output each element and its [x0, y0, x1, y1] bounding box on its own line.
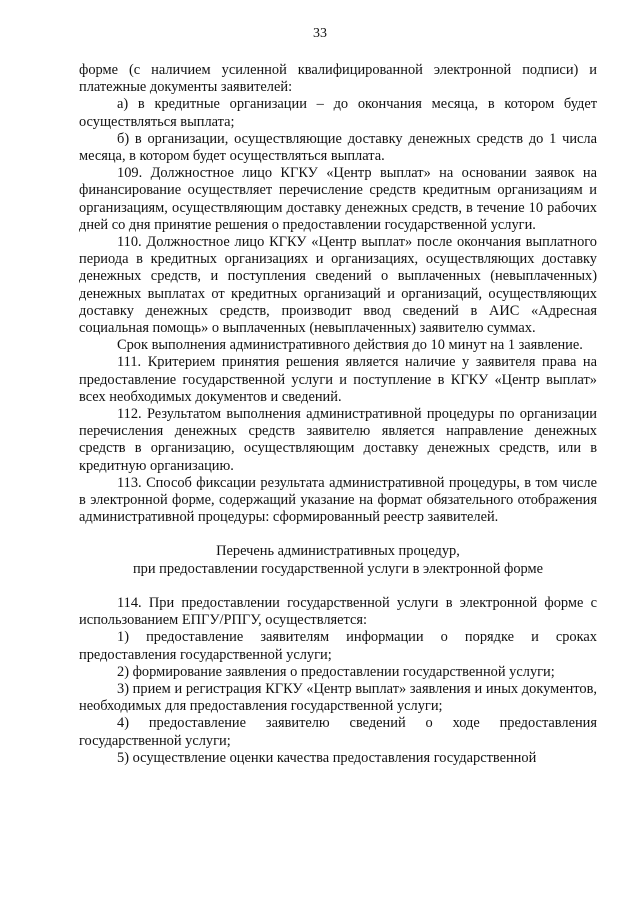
paragraph-111: 111. Критерием принятия решения является наличие у заявителя права на предоставление государственной услуги и поступление в КГКУ «Центр выплат» всех необходимых документов и сведений.	[79, 354, 597, 405]
section-heading-line-2: при предоставлении государственной услуги в электронной форме	[132, 560, 544, 577]
section-heading-line-1: Перечень административных процедур,	[216, 543, 460, 560]
paragraph-110: 110. Должностное лицо КГКУ «Центр выплат» после окончания выплатного периода в кредитных организациях и организациях, осуществляющих доставку денежных средств, и поступления сведений о выплаченных (невыплаченных) денежных выплатах от кредитных организаций и организаций, осуществляющих доставку денежных средств, производит ввод сведений в АИС «Адресная социальная помощь» о выплаченных (невыплаченных) заявителю суммах.	[79, 234, 597, 337]
list-item-3: 3) прием и регистрация КГКУ «Центр выплат» заявления и иных документов, необходимых для предоставления государственной услуги;	[79, 680, 597, 715]
paragraph-item-b: б) в организации, осуществляющие доставку денежных средств до 1 числа месяца, в котором будет осуществляться выплата.	[79, 130, 597, 165]
page-number: 33	[313, 26, 327, 41]
list-item-4: 4) предоставление заявителю сведений о ходе предоставления государственной услуги;	[79, 715, 597, 749]
paragraph-item-a: а) в кредитные организации – до окончания месяца, в котором будет осуществляться выплата;	[79, 96, 597, 130]
document-body	[79, 62, 597, 767]
paragraph-deadline: Срок выполнения административного действия до 10 минут на 1 заявление.	[117, 337, 583, 354]
paragraph-114: 114. При предоставлении государственной услуги в электронной форме с использованием ЕПГУ/РПГУ, осуществляется:	[79, 594, 597, 629]
list-item-1: 1) предоставление заявителям информации о порядке и сроках предоставления государственной услуги;	[79, 629, 597, 663]
paragraph-continuation: форме (с наличием усиленной квалифицированной электронной подписи) и платежные документы заявителей:	[79, 62, 597, 96]
paragraph-112: 112. Результатом выполнения административной процедуры по организации перечисления денежных средств заявителю является направление денежных средств в организацию, осуществляющим доставку денежных средств, или в кредитную организацию.	[79, 406, 597, 474]
paragraph-113: 113. Способ фиксации результата административной процедуры, в том числе в электронной форме, содержащий указание на формат обязательного отображения административной процедуры: сформированный реестр заявителей.	[79, 474, 597, 526]
paragraph-109: 109. Должностное лицо КГКУ «Центр выплат» на основании заявок на финансирование осуществляет перечисление средств кредитным организациям и организациям, осуществляющим доставку денежных средств, в течение 10 рабочих дней со дня принятие решения о предоставлении государственной услуги.	[79, 165, 597, 233]
list-item-5: 5) осуществление оценки качества предоставления государственной	[117, 749, 537, 766]
list-item-2: 2) формирование заявления о предоставлении государственной услуги;	[117, 663, 555, 680]
